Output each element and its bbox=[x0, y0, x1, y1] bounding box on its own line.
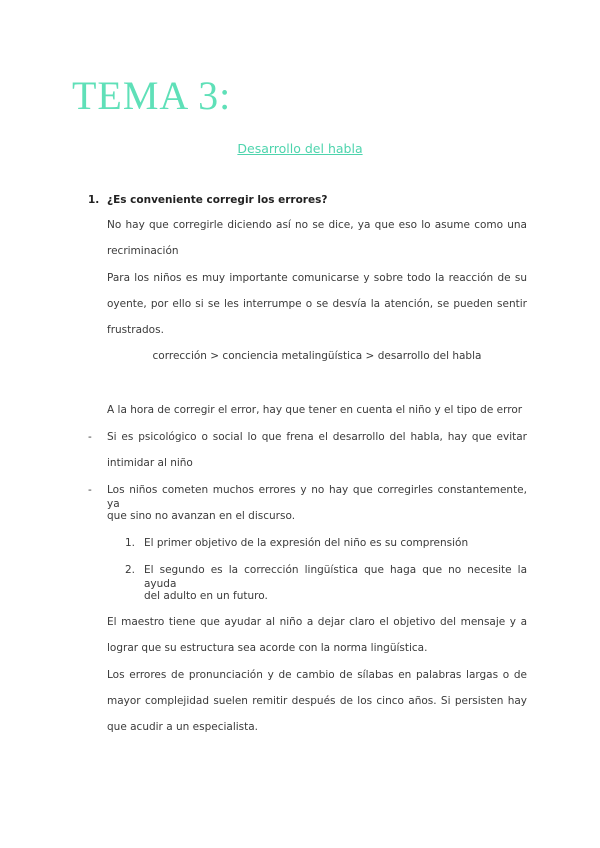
paragraph-line: recriminación bbox=[107, 245, 179, 257]
sub-number: 2. bbox=[125, 564, 136, 576]
dash-bullet: - bbox=[88, 484, 92, 496]
formula-line: corrección > conciencia metalingüística > desarrollo del habla bbox=[152, 350, 482, 362]
bullet-line: que sino no avanzan en el discurso. bbox=[107, 510, 296, 522]
dash-bullet: - bbox=[88, 431, 92, 443]
paragraph-line: frustrados. bbox=[107, 324, 164, 336]
bullet-line: Los niños cometen muchos errores y no hay que corregirles constantemente, ya bbox=[107, 484, 527, 510]
paragraph-line: mayor complejidad suelen remitir después de los cinco años. Si persisten hay bbox=[107, 695, 527, 707]
paragraph-line: A la hora de corregir el error, hay que tener en cuenta el niño y el tipo de error bbox=[107, 404, 523, 416]
bullet-line: intimidar al niño bbox=[107, 457, 193, 469]
sub-item-line: del adulto en un futuro. bbox=[144, 590, 268, 602]
paragraph-line: lograr que su estructura sea acorde con la norma lingüística. bbox=[107, 642, 428, 654]
section-heading: ¿Es conveniente corregir los errores? bbox=[107, 194, 328, 206]
paragraph-line: Los errores de pronunciación y de cambio de sílabas en palabras largas o de bbox=[107, 669, 527, 681]
paragraph-line: El maestro tiene que ayudar al niño a dejar claro el objetivo del mensaje y a bbox=[107, 616, 527, 628]
sub-item-line: El primer objetivo de la expresión del niño es su comprensión bbox=[144, 537, 469, 549]
bullet-line: Si es psicológico o social lo que frena el desarrollo del habla, hay que evitar bbox=[107, 431, 527, 443]
paragraph-line: No hay que corregirle diciendo así no se dice, ya que eso lo asume como una bbox=[107, 219, 527, 231]
page-subtitle: Desarrollo del habla bbox=[237, 141, 363, 156]
paragraph-line: Para los niños es muy importante comunicarse y sobre todo la reacción de su bbox=[107, 272, 527, 284]
paragraph-line: oyente, por ello si se les interrumpe o se desvía la atención, se pueden sentir bbox=[107, 298, 527, 310]
section-number: 1. bbox=[88, 194, 100, 206]
sub-item-line: El segundo es la corrección lingüística que haga que no necesite la ayuda bbox=[144, 564, 527, 590]
paragraph-line: que acudir a un especialista. bbox=[107, 721, 259, 733]
page-title: TEMA 3: bbox=[72, 73, 232, 118]
sub-number: 1. bbox=[125, 537, 136, 549]
